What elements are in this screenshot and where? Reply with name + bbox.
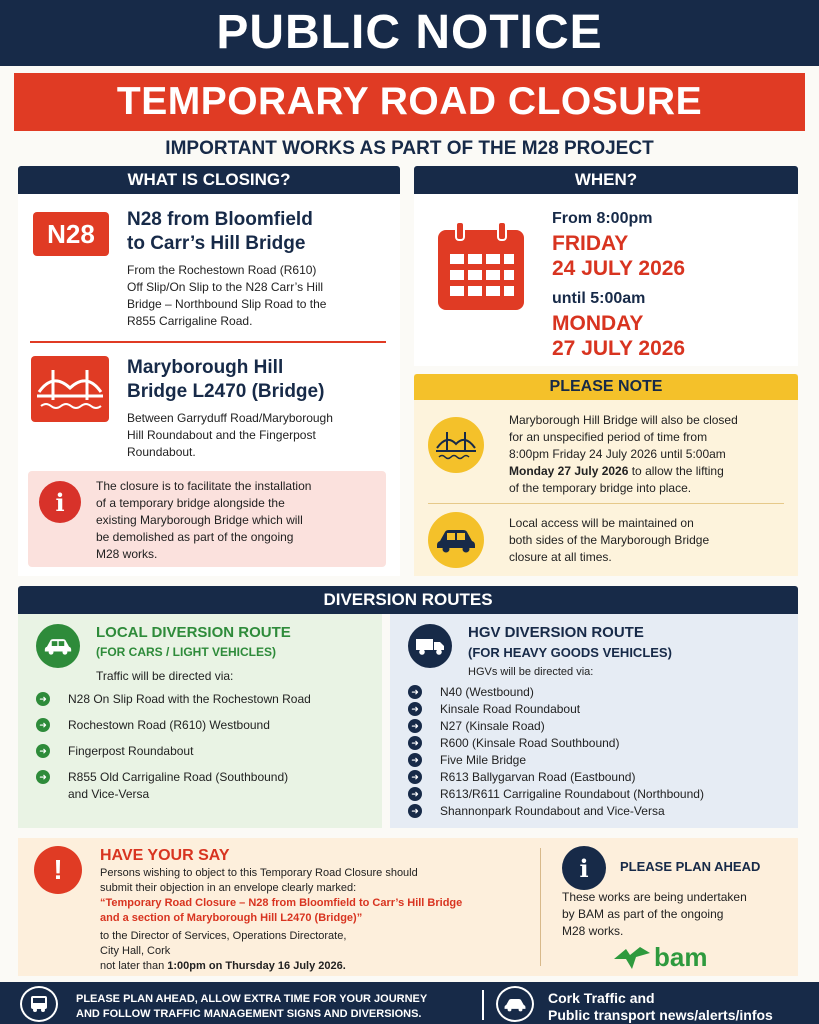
navy-arrow-icon: ➜: [408, 770, 422, 784]
local-route-sub: (FOR CARS / LIGHT VEHICLES): [96, 645, 276, 659]
note-car-badge: [428, 512, 484, 568]
local-route-item: Rochestown Road (R610) Westbound: [68, 718, 270, 732]
say-line-5-pre: not later than: [100, 960, 168, 972]
hgv-route-intro: HGVs will be directed via:: [468, 666, 594, 678]
from-date: 24 JULY 2026: [552, 257, 686, 280]
say-title: HAVE YOUR SAY: [100, 847, 230, 864]
say-quote-2: and a section of Maryborough Hill L2470 (Bridge)”: [100, 912, 363, 924]
hgv-route-item: R600 (Kinsale Road Southbound): [440, 736, 620, 750]
bridge-icon: [31, 356, 109, 422]
navy-arrow-icon: ➜: [408, 736, 422, 750]
say-quote-1: “Temporary Road Closure – N28 from Bloomfield to Carr’s Hill Bridge: [100, 897, 463, 909]
hgv-route-item: Shannonpark Roundabout and Vice-Versa: [440, 804, 665, 818]
footer-car-badge: [496, 986, 534, 1022]
green-arrow-icon: ➜: [36, 744, 50, 758]
info-line-2: of a temporary bridge alongside the: [96, 496, 285, 510]
from-label: From 8:00pm: [552, 210, 653, 227]
say-divider: [540, 848, 541, 966]
info-line-3: existing Maryborough Bridge which will: [96, 513, 303, 527]
calendar-badge: [436, 220, 526, 312]
road2-title-2: Bridge L2470 (Bridge): [127, 381, 325, 402]
when-heading: WHEN?: [414, 166, 798, 194]
bam-logo-text: bam: [654, 942, 708, 972]
note-bridge-4: [509, 463, 724, 480]
note-bridge-5: of the temporary bridge into place.: [509, 481, 692, 495]
info-icon: i: [562, 846, 606, 890]
info-line-4: be demolished as part of the ongoing: [96, 530, 294, 544]
plan-line-3: M28 works.: [562, 924, 624, 938]
public-notice-title: PUBLIC NOTICE: [0, 0, 819, 66]
closing-heading: WHAT IS CLOSING?: [18, 166, 400, 194]
note-bridge-rest: to allow the lifting: [628, 464, 724, 478]
note-access-1: Local access will be maintained on: [509, 516, 694, 530]
note-bridge-1: Maryborough Hill Bridge will also be closed: [509, 413, 738, 427]
footer-divider: [482, 990, 484, 1020]
hgv-truck-badge: [408, 624, 452, 668]
car-icon: [504, 997, 526, 1012]
say-line-4: City Hall, Cork: [100, 945, 171, 957]
local-route-extra: and Vice-Versa: [68, 787, 150, 801]
hgv-route-item: R613 Ballygarvan Road (Eastbound): [440, 770, 636, 784]
navy-arrow-icon: ➜: [408, 685, 422, 699]
bam-logo-icon: [612, 945, 652, 971]
road1-title-2: to Carr’s Hill Bridge: [127, 233, 306, 254]
local-car-badge: [36, 624, 80, 668]
note-access-3: closure at all times.: [509, 550, 612, 564]
note-heading: PLEASE NOTE: [414, 374, 798, 400]
green-arrow-icon: ➜: [36, 692, 50, 706]
note-divider: [428, 503, 784, 504]
say-deadline: 1:00pm on Thursday 16 July 2026.: [167, 960, 346, 972]
plan-line-2: by BAM as part of the ongoing: [562, 907, 724, 921]
note-bridge-3: 8:00pm Friday 24 July 2026 until 5:00am: [509, 447, 726, 461]
road1-desc-1: From the Rochestown Road (R610): [127, 263, 317, 277]
note-access-2: both sides of the Maryborough Bridge: [509, 533, 710, 547]
say-line-1: Persons wishing to object to this Temporary Road Closure should: [100, 867, 418, 879]
navy-arrow-icon: ➜: [408, 702, 422, 716]
project-subtitle: IMPORTANT WORKS AS PART OF THE M28 PROJECT: [165, 138, 654, 159]
hgv-route-sub: (FOR HEAVY GOODS VEHICLES): [468, 645, 672, 660]
alert-icon: !: [34, 846, 82, 894]
info-icon: i: [39, 481, 81, 523]
road2-desc-1: Between Garryduff Road/Maryborough: [127, 411, 333, 425]
hgv-route-item: R613/R611 Carrigaline Roundabout (Northbound): [440, 787, 704, 801]
footer-right-1: Cork Traffic and: [548, 990, 655, 1006]
navy-arrow-icon: ➜: [408, 719, 422, 733]
diversion-heading: DIVERSION ROUTES: [18, 586, 798, 614]
hgv-route-item: Kinsale Road Roundabout: [440, 702, 581, 716]
say-line-2: submit their objection in an envelope clearly marked:: [100, 882, 357, 894]
road1-title-1: N28 from Bloomfield: [127, 209, 313, 230]
navy-arrow-icon: ➜: [408, 787, 422, 801]
road1-desc-2: Off Slip/On Slip to the N28 Carr’s Hill: [127, 280, 324, 294]
green-arrow-icon: ➜: [36, 718, 50, 732]
until-date: 27 JULY 2026: [552, 337, 686, 360]
hgv-route-item: N40 (Westbound): [440, 685, 534, 699]
truck-icon: [415, 636, 445, 656]
local-route-item: N28 On Slip Road with the Rochestown Road: [68, 692, 311, 706]
hgv-route-item: Five Mile Bridge: [440, 753, 527, 767]
bridge-icon: [435, 430, 477, 460]
road2-desc-2: Hill Roundabout and the Fingerpost: [127, 428, 316, 442]
bus-badge: [20, 986, 58, 1022]
green-arrow-icon: ➜: [36, 770, 50, 784]
road-closure-title: TEMPORARY ROAD CLOSURE: [14, 73, 805, 131]
plan-line-1: These works are being undertaken: [562, 890, 747, 904]
footer-left-1: PLEASE PLAN AHEAD, ALLOW EXTRA TIME FOR YOUR JOURNEY: [76, 993, 428, 1005]
plan-title: PLEASE PLAN AHEAD: [620, 859, 761, 874]
note-bridge-bold: Monday 27 July 2026: [509, 464, 629, 478]
until-label: until 5:00am: [552, 290, 646, 307]
bam-logo: [612, 942, 707, 973]
hgv-route-item: N27 (Kinsale Road): [440, 719, 545, 733]
say-line-5: [100, 960, 346, 972]
footer-left-2: AND FOLLOW TRAFFIC MANAGEMENT SIGNS AND DIVERSIONS.: [76, 1008, 422, 1020]
info-line-1: The closure is to facilitate the installation: [96, 479, 312, 493]
n28-badge: N28: [33, 212, 109, 256]
say-line-3: to the Director of Services, Operations Directorate,: [100, 930, 347, 942]
until-day: MONDAY: [552, 312, 644, 335]
bus-icon: [29, 995, 49, 1013]
bridge-badge: [31, 356, 109, 422]
navy-arrow-icon: ➜: [408, 753, 422, 767]
from-day: FRIDAY: [552, 232, 629, 255]
local-route-item: R855 Old Carrigaline Road (Southbound): [68, 770, 289, 784]
road1-desc-4: R855 Carrigaline Road.: [127, 314, 253, 328]
note-bridge-badge: [428, 417, 484, 473]
divider: [30, 341, 386, 343]
road1-desc-3: Bridge – Northbound Slip Road to the: [127, 297, 327, 311]
road2-desc-3: Roundabout.: [127, 445, 196, 459]
note-bridge-2: for an unspecified period of time from: [509, 430, 708, 444]
car-icon: [436, 527, 476, 553]
footer-right-2: Public transport news/alerts/infos: [548, 1007, 773, 1023]
car-icon: [44, 637, 72, 655]
info-line-5: M28 works.: [96, 547, 158, 561]
local-route-intro: Traffic will be directed via:: [96, 669, 234, 683]
navy-arrow-icon: ➜: [408, 804, 422, 818]
local-route-item: Fingerpost Roundabout: [68, 744, 194, 758]
local-route-title: LOCAL DIVERSION ROUTE: [96, 624, 291, 641]
road2-title-1: Maryborough Hill: [127, 357, 284, 378]
calendar-icon: [436, 220, 526, 312]
hgv-route-title: HGV DIVERSION ROUTE: [468, 624, 644, 641]
